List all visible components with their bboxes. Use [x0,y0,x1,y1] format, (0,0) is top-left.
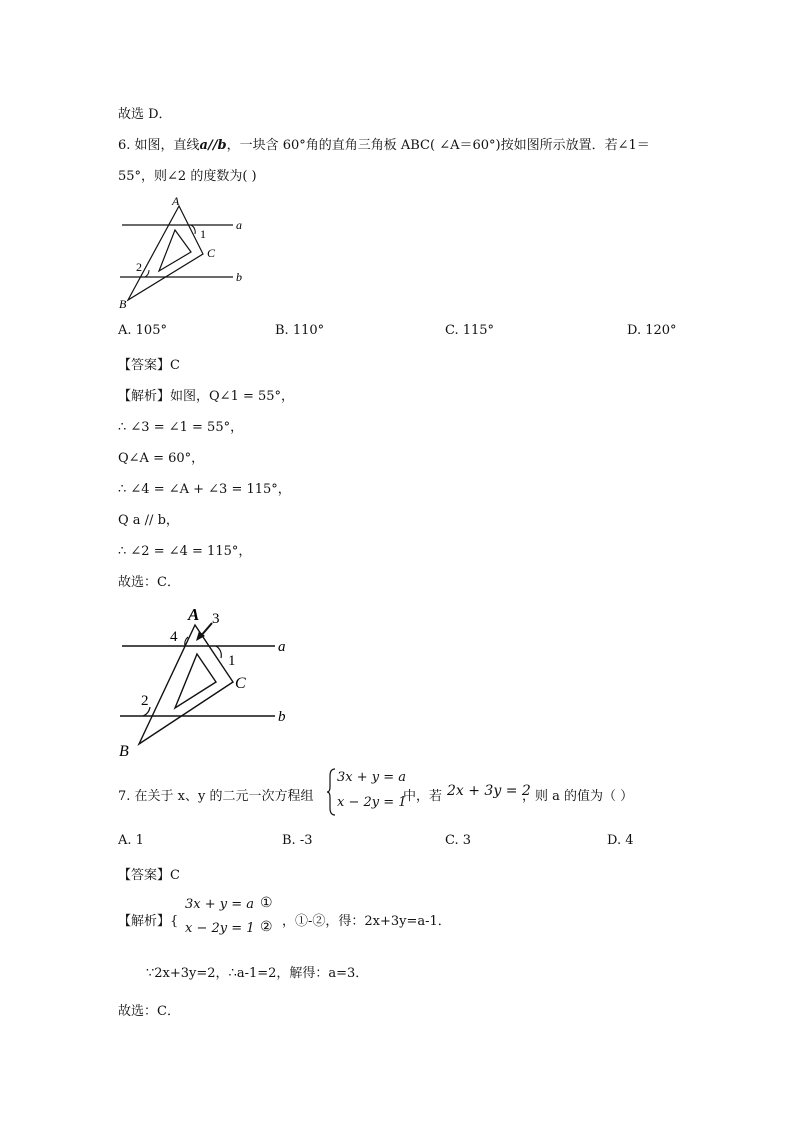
fig2-label-a: a [278,639,286,655]
fig2-label-A: A [188,605,200,624]
q6-stem-line1: 6. 如图，直线a//b，一块含 60°角的直角三角板 ABC( ∠A＝60°)按如图所示放置．若∠1＝ [118,138,650,153]
fig1-label-B: B [119,297,127,311]
q7-option-a: A. 1 [118,833,144,848]
fig1-label-A: A [172,194,180,208]
q7-system-brace [326,768,336,816]
q6-stem-line2: 55°，则∠2 的度数为( ) [118,169,257,184]
q6-figure-1 [115,193,255,313]
q7-sys-eq1: 3x + y = a [185,897,255,912]
q6-conclusion: 故选：C． [118,575,180,590]
prev-conclusion: 故选 D． [118,107,172,122]
fig1-label-2: 2 [136,260,142,274]
fig1-label-C: C [207,246,216,260]
q6-figure-2 [115,603,300,763]
fig2-triangle-outer [139,625,233,744]
q6-step-6: ∴ ∠2 = ∠4 = 115°， [118,544,252,559]
q7-option-d: D. 4 [607,833,634,848]
fig1-label-1: 1 [200,227,206,241]
q7-conclusion: 故选：C． [118,1004,180,1019]
q7-option-b: B. -3 [282,833,313,848]
q7-answer: 【答案】C [118,868,180,883]
q6-step-4: ∴ ∠4 = ∠A + ∠3 = 115°， [118,482,291,497]
fig2-label-B: B [119,743,129,760]
q7-eq1: 3x + y = a [337,770,407,785]
fig2-label-C: C [235,675,246,692]
fig2-label-3: 3 [212,611,220,627]
q7-because-line: ∵2x+3y=2，∴a-1=2，解得：a=3． [146,966,369,981]
angle-2-arc [145,270,149,277]
angle-1-arc [191,225,195,234]
fig2-label-b: b [278,709,286,725]
fig1-label-a: a [236,218,242,232]
q6-option-d: D. 120° [627,323,677,338]
q7-condition: 2x + 3y = 2 [447,783,531,799]
q7-stem-post: ，则 a 的值为（ ） [522,789,634,804]
q6-option-b: B. 110° [275,323,325,338]
q7-mark-2: ② [260,919,273,935]
q6-answer: 【答案】C [118,358,180,373]
q6-step-5: Q a // b， [118,513,179,528]
q7-option-c: C. 3 [445,833,472,848]
fig1-label-b: b [236,270,242,284]
fig2-angle-1-arc [216,646,221,658]
q7-sys-eq2: x − 2y = 1 [185,921,255,936]
q7-stem-mid: 中，若 [403,789,443,804]
q7-stem-pre: 7. 在关于 x、y 的二元一次方程组 [118,789,314,804]
q6-analysis-line1: 【解析】如图，Q∠1 = 55°， [118,389,295,404]
q6-option-c: C. 115° [445,323,495,338]
q7-analysis-label: 【解析】{ [118,914,179,929]
fig2-label-1: 1 [228,653,236,669]
q7-eq2: x − 2y = 1 [337,795,407,810]
fig2-label-4: 4 [170,629,178,645]
fig2-triangle-inner [175,654,216,708]
q6-step-2: ∴ ∠3 = ∠1 = 55°， [118,420,244,435]
q7-mark-1: ① [260,895,273,911]
q6-option-a: A. 105° [118,323,167,338]
q7-analysis-tail: ，①-②，得：2x+3y=a-1． [282,914,451,929]
fig2-label-2: 2 [141,693,149,709]
q6-step-3: Q∠A = 60°， [118,451,205,466]
